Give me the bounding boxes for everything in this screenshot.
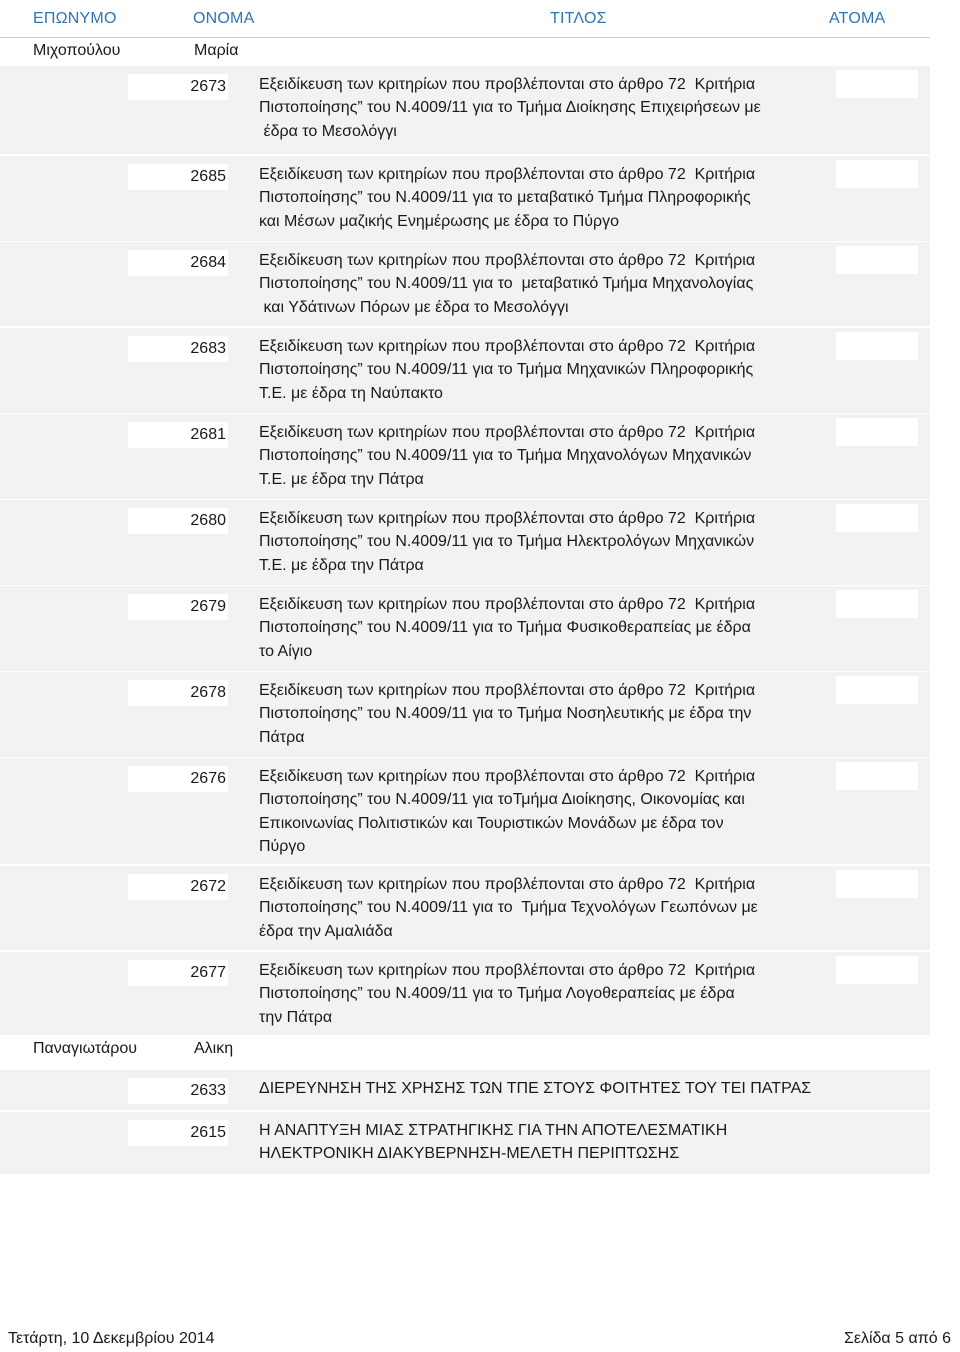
id-cell: 2683: [190, 340, 226, 357]
table-row: [0, 1070, 930, 1110]
table-row: [0, 758, 930, 864]
id-cell: 2679: [190, 598, 226, 615]
title-cell: [259, 421, 824, 491]
title-line: την Πάτρα: [259, 1008, 333, 1026]
title-line: Εξειδίκευση των κριτηρίων που προβλέπονται στο άρθρο 72 Κριτήρια: [259, 252, 756, 269]
id-cell: 2676: [190, 770, 226, 787]
people-cell-input[interactable]: [836, 70, 918, 98]
table-row: [0, 586, 930, 671]
title-line: Πιστοποίησης” του Ν.4009/11 για το Τμήμα Διοίκησης Επιχειρήσεων με: [259, 99, 761, 117]
title-line: και Μέσων μαζικής Ενημέρωσης με έδρα το Πύργο: [259, 212, 619, 230]
title-line: έδρα την Αμαλιάδα: [259, 922, 393, 940]
table-row: [0, 1112, 930, 1174]
title-line: Τ.Ε. με έδρα την Πάτρα: [259, 470, 424, 488]
id-cell: 2673: [190, 78, 226, 95]
title-cell: [259, 73, 824, 143]
table-row: [0, 242, 930, 326]
title-cell: [259, 679, 824, 749]
title-line: Εξειδίκευση των κριτηρίων που προβλέπονται στο άρθρο 72 Κριτήρια: [259, 682, 756, 699]
title-line: Πάτρα: [259, 728, 305, 746]
title-line: Πύργο: [259, 838, 306, 856]
title-line: Πιστοποίησης” του Ν.4009/11 για το Τμήμα Φυσικοθεραπείας με έδρα: [259, 619, 751, 637]
title-cell: [259, 335, 824, 405]
title-line: Εξειδίκευση των κριτηρίων που προβλέπονται στο άρθρο 72 Κριτήρια: [259, 338, 756, 355]
table-header: [0, 0, 930, 38]
title-line: Εξειδίκευση των κριτηρίων που προβλέπονται στο άρθρο 72 Κριτήρια: [259, 424, 756, 441]
table-row: [0, 66, 930, 154]
people-cell-input[interactable]: [836, 870, 918, 898]
footer-date: Τετάρτη, 10 Δεκεμβρίου 2014: [8, 1330, 215, 1347]
title-line: Εξειδίκευση των κριτηρίων που προβλέπονται στο άρθρο 72 Κριτήρια: [259, 510, 756, 527]
title-cell: [259, 765, 824, 859]
id-cell: 2677: [190, 964, 226, 981]
people-cell-input[interactable]: [836, 676, 918, 704]
title-line: Πιστοποίησης” του Ν.4009/11 για το Τμήμα Μηχανολόγων Μηχανικών: [259, 447, 752, 465]
title-line: Πιστοποίησης” του Ν.4009/11 για το Τμήμα Τεχνολόγων Γεωπόνων με: [259, 899, 758, 917]
column-header-name: ΟΝΟΜΑ: [193, 10, 255, 27]
title-line: Τ.Ε. με έδρα την Πάτρα: [259, 556, 424, 574]
title-cell: [259, 249, 824, 319]
id-cell: 2681: [190, 426, 226, 443]
table-row: [0, 156, 930, 241]
title-cell: [259, 1119, 824, 1166]
title-line: το Αίγιο: [259, 642, 313, 660]
title-line: και Υδάτινων Πόρων με έδρα το Μεσολόγγι: [259, 298, 569, 316]
title-line: ΔΙΕΡΕΥΝΗΣΗ ΤΗΣ ΧΡΗΣΗΣ ΤΩΝ ΤΠΕ ΣΤΟΥΣ ΦΟΙΤΗΤΕΣ ΤΟΥ ΤΕΙ ΠΑΤΡΑΣ: [259, 1080, 812, 1097]
title-cell: [259, 873, 824, 943]
table-row: [0, 866, 930, 950]
id-cell: 2672: [190, 878, 226, 895]
id-cell: 2685: [190, 168, 226, 185]
people-cell-input[interactable]: [836, 956, 918, 984]
surname-cell: Μιχοπούλου: [33, 42, 121, 59]
column-header-title: ΤΙΤΛΟΣ: [550, 10, 607, 27]
title-line: Πιστοποίησης” του Ν.4009/11 για το Τμήμα Λογοθεραπείας με έδρα: [259, 985, 735, 1003]
title-line: Επικοινωνίας Πολιτιστικών και Τουριστικών Μονάδων με έδρα τον: [259, 814, 724, 832]
name-cell: Μαρία: [194, 42, 239, 59]
id-cell: 2680: [190, 512, 226, 529]
title-line: Πιστοποίησης” του Ν.4009/11 για το Τμήμα Ηλεκτρολόγων Μηχανικών: [259, 533, 755, 551]
title-line: Εξειδίκευση των κριτηρίων που προβλέπονται στο άρθρο 72 Κριτήρια: [259, 768, 756, 785]
id-cell: 2684: [190, 254, 226, 271]
title-cell: [259, 507, 824, 577]
column-header-surname: ΕΠΩΝΥΜΟ: [33, 10, 117, 27]
title-cell: [259, 593, 824, 663]
people-cell-input[interactable]: [836, 160, 918, 188]
title-line: Τ.Ε. με έδρα τη Ναύπακτο: [259, 384, 443, 402]
surname-cell: Παναγιωτάρου: [33, 1040, 137, 1057]
name-cell: Αλικη: [194, 1040, 234, 1057]
footer-page-number: Σελίδα 5 από 6: [843, 1330, 951, 1347]
id-cell: 2678: [190, 684, 226, 701]
title-line: Εξειδίκευση των κριτηρίων που προβλέπονται στο άρθρο 72 Κριτήρια: [259, 166, 756, 183]
table-row: [0, 414, 930, 499]
title-cell: [259, 959, 824, 1029]
id-cell: 2633: [190, 1082, 226, 1099]
people-cell-input[interactable]: [836, 246, 918, 274]
title-line: ΗΛΕΚΤΡΟΝΙΚΗ ΔΙΑΚΥΒΕΡΝΗΣΗ-ΜΕΛΕΤΗ ΠΕΡΙΠΤΩΣΗΣ: [259, 1145, 680, 1163]
title-line: Εξειδίκευση των κριτηρίων που προβλέπονται στο άρθρο 72 Κριτήρια: [259, 596, 756, 613]
people-cell-input[interactable]: [836, 504, 918, 532]
title-line: Πιστοποίησης” του Ν.4009/11 για το μεταβατικό Τμήμα Μηχανολογίας: [259, 275, 754, 293]
title-line: Πιστοποίησης” του Ν.4009/11 για το Τμήμα Μηχανικών Πληροφορικής: [259, 361, 754, 379]
table-row: [0, 672, 930, 757]
title-cell: [259, 163, 824, 233]
table-row: [0, 952, 930, 1035]
table-row: [0, 500, 930, 585]
title-line: Πιστοποίησης” του Ν.4009/11 για το μεταβατικό Τμήμα Πληροφορικής: [259, 189, 751, 207]
title-line: Πιστοποίησης” του Ν.4009/11 για τοΤμήμα Διοίκησης, Οικονομίας και: [259, 791, 745, 809]
title-line: έδρα το Μεσολόγγι: [259, 122, 397, 140]
title-line: Εξειδίκευση των κριτηρίων που προβλέπονται στο άρθρο 72 Κριτήρια: [259, 76, 756, 93]
title-line: Πιστοποίησης” του Ν.4009/11 για το Τμήμα Νοσηλευτικής με έδρα την: [259, 705, 752, 723]
title-line: Η ΑΝΑΠΤΥΞΗ ΜΙΑΣ ΣΤΡΑΤΗΓΙΚΗΣ ΓΙΑ ΤΗΝ ΑΠΟΤΕΛΕΣΜΑΤΙΚΗ: [259, 1122, 728, 1139]
people-cell-input[interactable]: [836, 762, 918, 790]
title-line: Εξειδίκευση των κριτηρίων που προβλέπονται στο άρθρο 72 Κριτήρια: [259, 876, 756, 893]
table-row: [0, 328, 930, 413]
people-cell-input[interactable]: [836, 418, 918, 446]
title-cell: [259, 1077, 824, 1100]
title-line: Εξειδίκευση των κριτηρίων που προβλέπονται στο άρθρο 72 Κριτήρια: [259, 962, 756, 979]
column-header-people: ΑΤΟΜΑ: [829, 10, 886, 27]
people-cell-input[interactable]: [836, 590, 918, 618]
id-cell: 2615: [190, 1124, 226, 1141]
people-cell-input[interactable]: [836, 332, 918, 360]
